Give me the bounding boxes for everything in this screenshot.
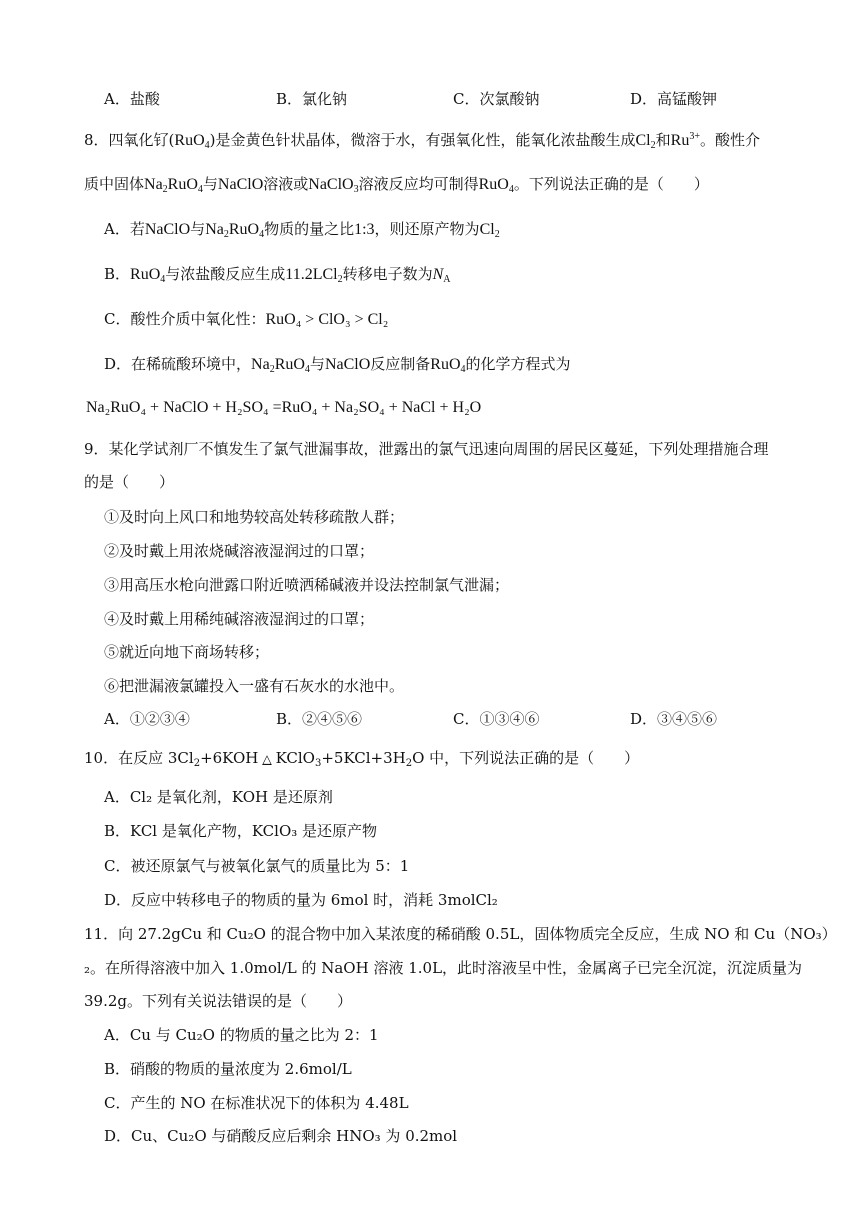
- q10-text: +6KOH: [200, 749, 259, 767]
- na2ruo4-formula: $Na_2RuO_4$: [251, 356, 310, 375]
- q10-text: 10．在反应 3Cl: [84, 749, 194, 767]
- q8-text: ，则还原产物为: [374, 220, 480, 238]
- subscript: 2: [193, 758, 201, 769]
- q8-text: B．: [104, 265, 131, 283]
- subscript: 3: [314, 758, 322, 769]
- q9-stem-line1: 9．某化学试剂厂不慎发生了氯气泄漏事故，泄露出的氯气迅速向周围的居民区蔓延，下列处理措施合理: [84, 440, 769, 458]
- q8-text: 反应制备: [370, 355, 431, 373]
- q9-item-6: ⑥把泄漏液氯罐投入一盛有石灰水的水池中。: [104, 677, 405, 695]
- q11-option-a: A．Cu 与 Cu₂O 的物质的量之比为 2：1: [104, 1026, 379, 1044]
- cl2-volume: 11.2LCl$_2$: [285, 266, 343, 285]
- q10-option-c: C．被还原氯气与被氧化氯气的质量比为 5：1: [104, 857, 410, 875]
- q9-item-1: ①及时向上风口和地势较高处转移疏散人群；: [104, 508, 405, 526]
- oxidizing-order: RuO₄ > ClO₃ > Cl₂: [265, 311, 389, 328]
- naclo3-formula: NaClO$_3$: [308, 176, 359, 195]
- q8-equation: Na₂RuO₄ + NaClO + H₂SO₄ =RuO₄ + Na₂SO₄ + NaCl + H₂O: [86, 399, 482, 416]
- q11-option-c: C．产生的 NO 在标准状况下的体积为 4.48L: [104, 1094, 409, 1112]
- q8-text: 与: [309, 355, 325, 373]
- q10-text: O 中，下列说法正确的是（ ）: [412, 749, 640, 767]
- q8-option-a: [104, 218, 500, 241]
- q9-option-d: D．③④⑤⑥: [630, 710, 718, 728]
- subscript: 2: [405, 758, 413, 769]
- q8-text: 和: [655, 131, 671, 149]
- q9-option-c: C．①③④⑥: [453, 710, 540, 728]
- q9-stem-line2: 的是（ ）: [84, 473, 175, 491]
- q9-option-a: A．①②③④: [104, 710, 190, 728]
- q7-option-c: C．次氯酸钠: [453, 90, 540, 108]
- cl2-formula: $Cl_2$: [479, 221, 500, 240]
- q8-option-c: [104, 308, 388, 331]
- q9-item-4: ④及时戴上用稀纯碱溶液湿润过的口罩；: [104, 610, 375, 628]
- q8-text: 转移电子数为: [342, 265, 433, 283]
- q8-text: 溶液或: [263, 175, 309, 193]
- q8-text: A．若: [104, 220, 145, 238]
- q7-option-d: D．高锰酸钾: [630, 90, 718, 108]
- q10-stem: [84, 747, 639, 770]
- q11-stem-line1: 11．向 27.2gCu 和 Cu₂O 的混合物中加入某浓度的稀硝酸 0.5L，固体物质完全反应，生成 NO 和 Cu（NO₃）: [84, 925, 837, 943]
- q8-text: 8．四氧化钌(: [84, 131, 175, 149]
- naclo-formula: NaClO: [144, 221, 191, 238]
- q10-option-b: B．KCl 是氧化产物，KClO₃ 是还原产物: [104, 822, 378, 840]
- q9-item-2: ②及时戴上用浓烧碱溶液湿润过的口罩；: [104, 542, 375, 560]
- naclo-formula: NaClO: [324, 356, 371, 373]
- q10-option-a: A．Cl₂ 是氧化剂，KOH 是还原剂: [104, 788, 333, 806]
- q8-text: 与: [190, 220, 206, 238]
- q8-text: 物质的量之比: [264, 220, 355, 238]
- q8-stem-line2: [84, 173, 709, 196]
- ruo4-formula: RuO$_4$: [174, 132, 210, 151]
- q10-text: +5KCl+3H: [321, 749, 406, 767]
- q7-option-a: A．盐酸: [104, 90, 160, 108]
- ru3-ion: $Ru^{3+}$: [670, 131, 700, 149]
- q8-text: )是金黄色针状晶体，微溶于水，有强氧化性，能氧化浓盐酸生成: [209, 131, 636, 149]
- q8-option-d: [104, 353, 571, 376]
- q8-text: D．在稀硫酸环境中，: [104, 355, 252, 373]
- q8-option-b: [104, 263, 451, 286]
- q9-option-b: B．②④⑤⑥: [276, 710, 363, 728]
- cl2-formula: $Cl_2$: [635, 132, 656, 151]
- q7-option-b: B．氯化钠: [276, 90, 348, 108]
- q8-text: 与: [202, 175, 218, 193]
- naclo-formula: NaClO: [217, 176, 264, 193]
- q10-text: KClO: [275, 749, 315, 767]
- q8-text: 溶液反应均可制得: [358, 175, 479, 193]
- q8-text: 的化学方程式为: [465, 355, 571, 373]
- q11-stem-line2: ₂。在所得溶液中加入 1.0mol/L 的 NaOH 溶液 1.0L，此时溶液呈中性，金属离子已完全沉淀，沉淀质量为: [84, 959, 803, 977]
- q11-option-b: B．硝酸的物质的量浓度为 2.6mol/L: [104, 1060, 352, 1078]
- ruo4-formula: RuO$_4$: [130, 266, 166, 285]
- q10-option-d: D．反应中转移电子的物质的量为 6mol 时，消耗 3molCl₂: [104, 891, 498, 909]
- ruo4-formula: RuO$_4$: [430, 356, 466, 375]
- q8-text: C．酸性介质中氧化性：: [104, 310, 266, 328]
- avogadro-constant: $N_A$: [432, 266, 451, 285]
- q9-item-5: ⑤就近向地下商场转移；: [104, 643, 270, 661]
- ratio: 1:3: [354, 221, 375, 238]
- q8-stem-line1: [84, 129, 760, 152]
- na2ruo4-formula: $Na_2RuO_4$: [205, 221, 265, 240]
- q11-stem-line3: 39.2g。下列有关说法错误的是（ ）: [84, 992, 353, 1010]
- heat-symbol: △: [262, 752, 272, 766]
- q8-text: 质中固体: [84, 175, 145, 193]
- ruo4-formula: RuO$_4$: [478, 176, 514, 195]
- q8-text: 。下列说法正确的是（ ）: [513, 175, 709, 193]
- q9-item-3: ③用高压水枪向泄露口附近喷洒稀碱液并设法控制氯气泄漏；: [104, 576, 510, 594]
- q8-text: 与浓盐酸反应生成: [165, 265, 286, 283]
- q8-text: 。酸性介: [699, 131, 760, 149]
- na2ruo4-formula: $Na_2RuO_4$: [144, 176, 203, 195]
- q11-option-d: D．Cu、Cu₂O 与硝酸反应后剩余 HNO₃ 为 0.2mol: [104, 1127, 458, 1145]
